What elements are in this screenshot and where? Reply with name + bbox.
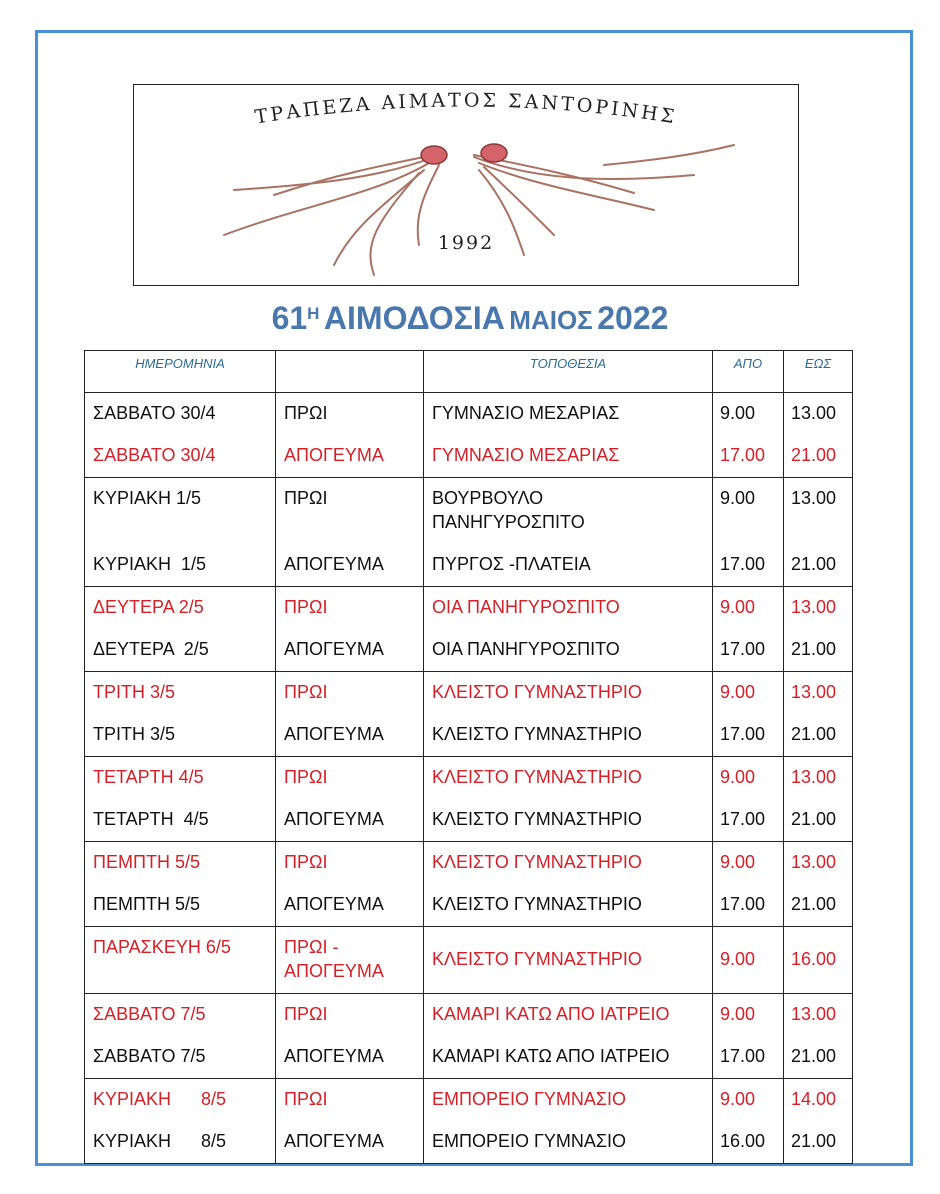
table-row: [85, 1121, 853, 1164]
location-cell-text: ΚΛΕΙΣΤΟ ΓΥΜΝΑΣΤΗΡΙΟ: [432, 852, 642, 872]
header-date: ΗΜΕΡΟΜΗΝΙΑ: [85, 351, 276, 393]
table-row: [85, 927, 853, 994]
to-cell-text: 13.00: [791, 1004, 837, 1024]
table-row: [85, 994, 853, 1037]
to-cell-text: 21.00: [791, 554, 837, 574]
location-cell: [424, 1121, 713, 1164]
from-cell: [713, 757, 784, 800]
session-cell-text: ΠΡΩΙ - ΑΠΟΓΕΥΜΑ: [284, 937, 384, 981]
date-cell-text: ΣΑΒΒΑΤΟ 30/4: [93, 445, 216, 465]
logo-arc-text: ΤΡΑΠΕΖΑ ΑΙΜΑΤΟΣ ΣΑΝΤΟΡΙΝΗΣ: [253, 89, 679, 129]
from-cell-text: 17.00: [720, 724, 766, 744]
date-cell: [85, 884, 276, 927]
table-row: [85, 1036, 853, 1079]
to-cell-text: 13.00: [791, 767, 837, 787]
table-row: [85, 629, 853, 672]
location-cell: [424, 544, 713, 587]
table-row: [85, 1079, 853, 1122]
location-cell-text: ΟΙΑ ΠΑΝΗΓΥΡΟΣΠΙΤΟ: [432, 639, 620, 659]
session-cell-text: ΑΠΟΓΕΥΜΑ: [284, 554, 384, 574]
to-cell-text: 21.00: [791, 1046, 837, 1066]
location-cell-text: ΚΛΕΙΣΤΟ ΓΥΜΝΑΣΤΗΡΙΟ: [432, 894, 642, 914]
to-cell-text: 21.00: [791, 1131, 837, 1151]
table-row: [85, 544, 853, 587]
from-cell: [713, 927, 784, 994]
session-cell-text: ΠΡΩΙ: [284, 767, 328, 787]
date-cell: [85, 544, 276, 587]
session-cell: [276, 714, 424, 757]
to-cell: [784, 799, 853, 842]
session-cell-text: ΠΡΩΙ: [284, 852, 328, 872]
session-cell: [276, 435, 424, 478]
location-cell-text: ΒΟΥΡΒΟΥΛΟ ΠΑΝΗΓΥΡΟΣΠΙΤΟ: [432, 488, 585, 532]
title-superscript: Η: [307, 303, 320, 323]
to-cell: [784, 714, 853, 757]
from-cell-text: 9.00: [720, 682, 756, 702]
location-cell-text: ΕΜΠΟΡΕΙΟ ΓΥΜΝΑΣΙΟ: [432, 1089, 627, 1109]
location-cell: [424, 994, 713, 1037]
session-cell: [276, 478, 424, 545]
session-cell-text: ΠΡΩΙ: [284, 597, 328, 617]
to-cell-text: 21.00: [791, 639, 837, 659]
session-cell-text: ΑΠΟΓΕΥΜΑ: [284, 445, 384, 465]
session-cell: [276, 799, 424, 842]
to-cell-text: 16.00: [791, 949, 837, 969]
location-cell-text: ΚΛΕΙΣΤΟ ΓΥΜΝΑΣΤΗΡΙΟ: [432, 724, 642, 744]
session-cell-text: ΠΡΩΙ: [284, 488, 328, 508]
session-cell: [276, 884, 424, 927]
session-cell: [276, 1036, 424, 1079]
location-cell-text: ΠΥΡΓΟΣ -ΠΛΑΤΕΙΑ: [432, 554, 591, 574]
to-cell: [784, 842, 853, 885]
from-cell-text: 9.00: [720, 767, 756, 787]
location-cell-text: ΚΑΜΑΡΙ ΚΑΤΩ ΑΠΟ ΙΑΤΡΕΙΟ: [432, 1046, 670, 1066]
date-cell: [85, 842, 276, 885]
location-cell: [424, 672, 713, 715]
session-cell: [276, 757, 424, 800]
blood-bank-logo: [133, 84, 799, 286]
session-cell: [276, 587, 424, 630]
table-row: [85, 587, 853, 630]
from-cell: [713, 393, 784, 436]
location-cell: [424, 1079, 713, 1122]
session-cell: [276, 1121, 424, 1164]
location-cell: [424, 927, 713, 994]
session-cell-text: ΑΠΟΓΕΥΜΑ: [284, 1131, 384, 1151]
table-row: [85, 435, 853, 478]
location-cell-text: ΓΥΜΝΑΣΙΟ ΜΕΣΑΡΙΑΣ: [432, 445, 620, 465]
page-title: [0, 300, 940, 337]
location-cell-text: ΚΛΕΙΣΤΟ ΓΥΜΝΑΣΤΗΡΙΟ: [432, 949, 642, 969]
date-cell-text: ΚΥΡΙΑΚΗ 1/5: [93, 554, 207, 574]
date-cell-text: ΣΑΒΒΑΤΟ 7/5: [93, 1004, 206, 1024]
from-cell: [713, 544, 784, 587]
from-cell-text: 9.00: [720, 488, 756, 508]
date-cell: [85, 1036, 276, 1079]
session-cell: [276, 629, 424, 672]
from-cell: [713, 884, 784, 927]
from-cell-text: 9.00: [720, 1089, 756, 1109]
date-cell-text: ΔΕΥΤΕΡΑ 2/5: [93, 639, 209, 659]
location-cell: [424, 435, 713, 478]
date-cell-text: ΠΕΜΠΤΗ 5/5: [93, 852, 201, 872]
location-cell: [424, 714, 713, 757]
session-cell: [276, 927, 424, 994]
to-cell: [784, 757, 853, 800]
session-cell-text: ΑΠΟΓΕΥΜΑ: [284, 639, 384, 659]
bird-head-right: [481, 144, 507, 162]
table-row: [85, 842, 853, 885]
date-cell: [85, 629, 276, 672]
header-time: [276, 351, 424, 393]
date-cell-text: ΚΥΡΙΑΚΗ 8/5: [93, 1131, 227, 1151]
session-cell-text: ΠΡΩΙ: [284, 1089, 328, 1109]
date-cell: [85, 1079, 276, 1122]
to-cell-text: 13.00: [791, 488, 837, 508]
location-cell-text: ΓΥΜΝΑΣΙΟ ΜΕΣΑΡΙΑΣ: [432, 403, 620, 423]
logo-year: 1992: [437, 232, 495, 254]
schedule-table: [84, 350, 853, 1164]
from-cell-text: 9.00: [720, 403, 756, 423]
title-number: 61: [271, 300, 308, 336]
from-cell-text: 17.00: [720, 445, 766, 465]
to-cell: [784, 1121, 853, 1164]
to-cell-text: 13.00: [791, 403, 837, 423]
to-cell: [784, 1036, 853, 1079]
to-cell-text: 13.00: [791, 852, 837, 872]
table-row: [85, 799, 853, 842]
to-cell: [784, 629, 853, 672]
date-cell-text: ΣΑΒΒΑΤΟ 30/4: [93, 403, 216, 423]
location-cell: [424, 1036, 713, 1079]
title-year: 2022: [597, 300, 669, 336]
header-location: ΤΟΠΟΘΕΣΙΑ: [424, 351, 713, 393]
to-cell-text: 13.00: [791, 597, 837, 617]
from-cell: [713, 629, 784, 672]
date-cell-text: ΤΡΙΤΗ 3/5: [93, 682, 176, 702]
to-cell-text: 21.00: [791, 445, 837, 465]
date-cell: [85, 757, 276, 800]
date-cell-text: ΠΕΜΠΤΗ 5/5: [93, 894, 201, 914]
from-cell-text: 17.00: [720, 1046, 766, 1066]
session-cell-text: ΑΠΟΓΕΥΜΑ: [284, 1046, 384, 1066]
date-cell: [85, 927, 276, 994]
table-row: [85, 478, 853, 545]
location-cell: [424, 842, 713, 885]
session-cell-text: ΑΠΟΓΕΥΜΑ: [284, 724, 384, 744]
session-cell: [276, 393, 424, 436]
from-cell-text: 17.00: [720, 894, 766, 914]
session-cell: [276, 842, 424, 885]
table-header-row: [85, 351, 853, 393]
from-cell: [713, 587, 784, 630]
from-cell-text: 9.00: [720, 852, 756, 872]
date-cell-text: ΤΡΙΤΗ 3/5: [93, 724, 176, 744]
date-cell: [85, 799, 276, 842]
location-cell: [424, 799, 713, 842]
date-cell: [85, 435, 276, 478]
from-cell: [713, 994, 784, 1037]
table-row: [85, 672, 853, 715]
header-to: ΕΩΣ: [784, 351, 853, 393]
date-cell: [85, 478, 276, 545]
to-cell: [784, 544, 853, 587]
table-body: [85, 393, 853, 1164]
from-cell-text: 9.00: [720, 949, 756, 969]
header-from: ΑΠΟ: [713, 351, 784, 393]
date-cell: [85, 714, 276, 757]
session-cell: [276, 672, 424, 715]
from-cell: [713, 672, 784, 715]
to-cell: [784, 1079, 853, 1122]
session-cell-text: ΑΠΟΓΕΥΜΑ: [284, 809, 384, 829]
bird-head-left: [421, 146, 447, 164]
location-cell-text: ΕΜΠΟΡΕΙΟ ΓΥΜΝΑΣΙΟ: [432, 1131, 627, 1151]
title-word: ΑΙΜΟΔΟΣΙΑ: [323, 300, 505, 336]
date-cell-text: ΚΥΡΙΑΚΗ 1/5: [93, 488, 202, 508]
to-cell-text: 13.00: [791, 682, 837, 702]
from-cell: [713, 478, 784, 545]
to-cell: [784, 435, 853, 478]
to-cell: [784, 994, 853, 1037]
title-month: ΜΑΙΟΣ: [509, 305, 593, 335]
location-cell: [424, 393, 713, 436]
to-cell: [784, 393, 853, 436]
location-cell: [424, 884, 713, 927]
from-cell: [713, 714, 784, 757]
date-cell: [85, 393, 276, 436]
session-cell-text: ΑΠΟΓΕΥΜΑ: [284, 894, 384, 914]
date-cell-text: ΠΑΡΑΣΚΕΥΗ 6/5: [93, 937, 231, 957]
from-cell-text: 17.00: [720, 809, 766, 829]
to-cell: [784, 884, 853, 927]
from-cell: [713, 842, 784, 885]
session-cell: [276, 994, 424, 1037]
from-cell: [713, 1036, 784, 1079]
location-cell-text: ΟΙΑ ΠΑΝΗΓΥΡΟΣΠΙΤΟ: [432, 597, 620, 617]
table-row: [85, 884, 853, 927]
from-cell: [713, 435, 784, 478]
location-cell: [424, 587, 713, 630]
to-cell-text: 21.00: [791, 724, 837, 744]
to-cell: [784, 672, 853, 715]
date-cell-text: ΚΥΡΙΑΚΗ 8/5: [93, 1089, 227, 1109]
location-cell-text: ΚΑΜΑΡΙ ΚΑΤΩ ΑΠΟ ΙΑΤΡΕΙΟ: [432, 1004, 670, 1024]
date-cell-text: ΤΕΤΑΡΤΗ 4/5: [93, 767, 204, 787]
location-cell: [424, 757, 713, 800]
date-cell: [85, 672, 276, 715]
to-cell-text: 14.00: [791, 1089, 837, 1109]
from-cell-text: 9.00: [720, 1004, 756, 1024]
date-cell-text: ΔΕΥΤΕΡΑ 2/5: [93, 597, 204, 617]
session-cell-text: ΠΡΩΙ: [284, 403, 328, 423]
date-cell: [85, 587, 276, 630]
session-cell: [276, 1079, 424, 1122]
to-cell: [784, 587, 853, 630]
date-cell-text: ΤΕΤΑΡΤΗ 4/5: [93, 809, 209, 829]
to-cell-text: 21.00: [791, 809, 837, 829]
to-cell: [784, 927, 853, 994]
table-row: [85, 393, 853, 436]
swallows-illustration: [224, 145, 734, 275]
from-cell: [713, 799, 784, 842]
from-cell-text: 16.00: [720, 1131, 766, 1151]
session-cell-text: ΠΡΩΙ: [284, 1004, 328, 1024]
date-cell-text: ΣΑΒΒΑΤΟ 7/5: [93, 1046, 206, 1066]
from-cell: [713, 1079, 784, 1122]
date-cell: [85, 1121, 276, 1164]
to-cell: [784, 478, 853, 545]
from-cell-text: 9.00: [720, 597, 756, 617]
location-cell-text: ΚΛΕΙΣΤΟ ΓΥΜΝΑΣΤΗΡΙΟ: [432, 767, 642, 787]
date-cell: [85, 994, 276, 1037]
location-cell: [424, 478, 713, 545]
from-cell-text: 17.00: [720, 554, 766, 574]
location-cell-text: ΚΛΕΙΣΤΟ ΓΥΜΝΑΣΤΗΡΙΟ: [432, 682, 642, 702]
session-cell-text: ΠΡΩΙ: [284, 682, 328, 702]
table-row: [85, 757, 853, 800]
location-cell: [424, 629, 713, 672]
to-cell-text: 21.00: [791, 894, 837, 914]
from-cell-text: 17.00: [720, 639, 766, 659]
session-cell: [276, 544, 424, 587]
table-row: [85, 714, 853, 757]
location-cell-text: ΚΛΕΙΣΤΟ ΓΥΜΝΑΣΤΗΡΙΟ: [432, 809, 642, 829]
from-cell: [713, 1121, 784, 1164]
